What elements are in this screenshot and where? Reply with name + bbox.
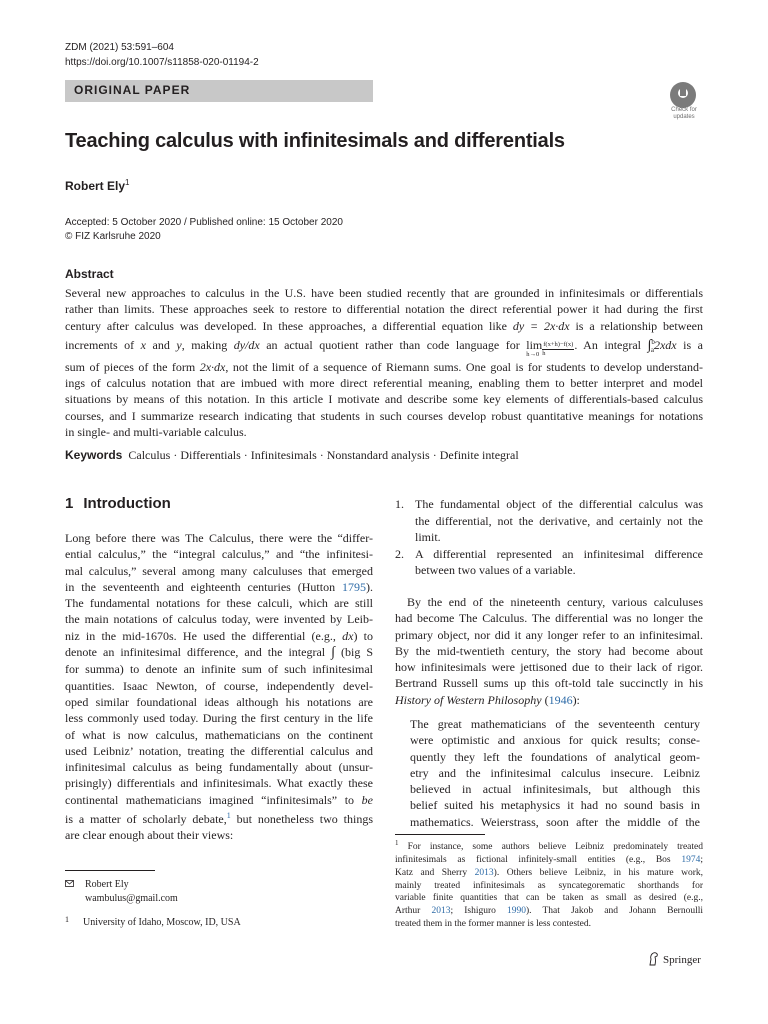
text-line: quently they left the foundations of analytical geom- [410,749,700,764]
text-line: mathematics. Weierstrass, soon after the middle of the [410,814,700,829]
text-line: used Leibniz’ notation, treating the differential calculus and [65,743,373,758]
text-line: By the mid-twentieth century, the story had become about [395,643,703,658]
text-line: A differential represented an infinitesimal difference [415,546,703,561]
text-line: The fundamental object of the differential calculus was [415,497,703,511]
text-line: primary object, nor did it any longer refer to an infinitesimal. [395,627,703,642]
text-line: mal calculus,” several among many calculuses that emerged [65,563,373,578]
abstract-line: sum of pieces of the form 2x·dx, not the limit of a sequence of Riemann sums. One goal is for students to develop understand- [65,359,704,374]
publication-info [65,216,343,244]
journal-citation: ZDM (2021) 53:591–604 [65,42,174,53]
text-line: less commonly used today. During the first century in the life [65,711,373,726]
check-updates-icon [670,82,696,108]
affiliation-text: University of Idaho, Moscow, ID, USA [83,917,241,928]
text-line: of what is now calculus, mathematicians on the continent [65,727,373,742]
abstract-line: increments of x and y, making dy/dx an actual quotient rather than code language for lim h→0 $\frac{f(x+h)-f(x)}{h}$. An integral ∫$^b_a$2xdx is a [65,337,703,358]
springer-horse-icon [648,952,659,966]
dates-line: Accepted: 5 October 2020 / Published online: 15 October 2020 [65,217,343,228]
text-line: limit. [415,530,441,544]
integral-sign: ∫ [331,645,335,661]
footnote [395,837,703,931]
list-number: 2. [395,546,404,561]
section-number: 1 [65,495,74,512]
check-updates-line2: updates [673,114,695,120]
running-header [65,40,259,70]
citation-link[interactable]: 1974 [681,854,701,865]
affiliation-number: 1 [65,915,69,924]
keywords-line [65,448,519,463]
intro-paragraph [65,530,373,844]
list-item [395,546,703,579]
text-line: the differential, not the derivative, and certainly not the [415,513,703,528]
abstract-line: courses, and I summarize research indicating that students in such courses develop robust quantitative meanings for notations [65,408,703,423]
article-type-label: ORIGINAL PAPER [74,83,191,97]
numbered-list [395,496,703,579]
text-line: are clear enough about their views: [65,828,234,843]
text-line: By the end of the nineteenth century, various calculuses [407,595,703,609]
equation-inline: dy/dx [233,337,260,352]
text-line: in the seventeenth and eighteenth centuries (Hutton 1795). [65,579,373,594]
text-line: variable finite quantities that can be taken as small as desired (e.g., [395,893,703,904]
affiliation [65,915,241,928]
text-line: denote an infinitesimal difference, and the integral ∫ (big S [65,645,374,661]
block-quote [410,716,700,830]
contact-email[interactable]: wambulus@gmail.com [85,893,178,904]
text-line: mainly treated infinitesimals as syncategorematic shorthands for [395,880,703,891]
section-title: Introduction [83,495,171,512]
text-line: Katz and Sherry 2013). Others believe Leibniz, in his mature work, [395,867,703,878]
abstract-line: situations by means of this notation. In this article I motivate and describe some key elements of differentials-based calculus [65,392,703,407]
limit-expression: lim h→0 [526,337,543,358]
article-type-banner [65,80,373,102]
text-line: the main notations of calculus today, were invented by Leib- [65,612,373,627]
text-line: between two values of a variable. [415,563,576,577]
text-line: infinitesimal calculus as being fundamentally about (unsur- [65,760,373,775]
equation-inline: 2x·dx [199,359,226,374]
citation-link[interactable]: 2013 [431,906,451,917]
citation-link[interactable]: 1946 [548,692,573,707]
integral-sign: ∫ [647,337,652,353]
text-line: continental mathematicians imagined “infinitesimals” to be [65,792,373,807]
text-line: ential calculus,” the “integral calculus,” and “the infinitesi- [65,547,373,562]
text-line: oped similar foundational ideas although his notations are [65,694,373,709]
abstract-line: ings of calculus notation that are imbued with more direct referential meaning, enabling them to better interpret and model [65,376,703,391]
citation-link[interactable]: 1795 [342,579,366,594]
check-for-updates-badge[interactable] [662,82,706,126]
text-line: were optimistic and anxious for quick results; conse- [410,733,700,748]
publisher-name: Springer [663,954,701,966]
text-line: had become The Calculus. The differential was no longer the [395,611,703,626]
abstract-body [65,285,703,440]
abstract-line: Several new approaches to calculus in the U.S. have been studied recently that are grounded in infinitesimals or differentials [65,286,703,300]
text-line: Long before there was The Calculus, there were the “differ- [65,531,373,545]
keywords-list: Calculus · Differentials · Infinitesimals · Nonstandard analysis · Definite integral [128,448,519,462]
text-line: infinitesimals as fictional infinitely-small entities (e.g., Bos 1974; [395,854,703,865]
text-line: quantities. Isaac Newton, of course, independently devel- [65,678,373,693]
text-line: for summa) to denote an infinite sum of such infinitesimal [65,662,373,677]
doi-link[interactable]: https://doi.org/10.1007/s11858-020-01194-2 [65,57,259,68]
text-line: etry and the infinitesimal calculus insecure. Leibniz [410,765,700,780]
text-line: prisingly) differentials and infinitesimals. What exactly these [65,776,373,791]
difference-quotient: $\frac{f(x+h)-f(x)}{h}$ [542,340,574,357]
copyright-line: © FIZ Karlsruhe 2020 [65,231,161,242]
text-line: The great mathematicians of the seventeenth century [410,717,700,731]
footnote-ref[interactable]: 1 [226,811,231,821]
right-paragraph [395,594,703,708]
abstract-line: rather than limits. These approaches seek to restore to differential notation the direct referential power it had during the first [65,302,703,317]
section-heading [65,495,171,512]
text-line: $^1$ For instance, some authors believe Leibniz predominately treated [395,839,703,853]
author-name[interactable]: Robert Ely [65,179,126,193]
footnote-number: 1 [395,839,399,847]
text-line: believed in actual infinitesimals, but although this [410,782,700,797]
list-number: 1. [395,497,404,511]
book-title: History of Western Philosophy [395,692,542,707]
text-line: is a matter of scholarly debate,$^1$ but nonetheless two things [65,811,373,827]
text-line: History of Western Philosophy (1946): [395,692,580,707]
envelope-icon [65,880,74,887]
citation-link[interactable]: 1990 [506,906,526,917]
citation-link[interactable]: 2013 [474,867,494,878]
keywords-label: Keywords [65,448,123,462]
list-item [395,496,703,546]
text-line: how infinitesimals were jettisoned due to their lack of rigor. [395,660,703,675]
publisher-logo [648,952,701,966]
text-line: The fundamental notations for these calculi, which are still [65,596,373,611]
article-title: Teaching calculus with infinitesimals and differentials [65,130,565,152]
contact-name: Robert Ely [85,879,129,890]
check-updates-line1: Check for [671,107,697,113]
author-affiliation-ref: 1 [125,178,130,187]
footnote-divider [395,834,485,835]
text-line: Bertrand Russell sums up this oft-told tale succinctly in his [395,676,703,691]
author-line [65,178,129,193]
text-line: Arthur 2013; Ishiguro 1990). That Jakob and Johann Bernoulli [395,906,703,917]
abstract-heading: Abstract [65,267,114,281]
equation-inline: dy = 2x·dx [512,318,570,333]
abstract-line: in single- and multi-variable calculus. [65,425,247,440]
text-line: belief suited his metaphysics it had no sound basis in [410,798,700,813]
text-line: niz in the mid-1670s. He used the differential (e.g., dx) to [65,628,373,643]
footnote-divider [65,870,155,871]
text-line: treated them in the former manner is less contested. [395,918,592,929]
abstract-line: century after calculus was developed. In these approaches, a differential equation like dy = 2x·dx is a relationship between [65,318,703,333]
